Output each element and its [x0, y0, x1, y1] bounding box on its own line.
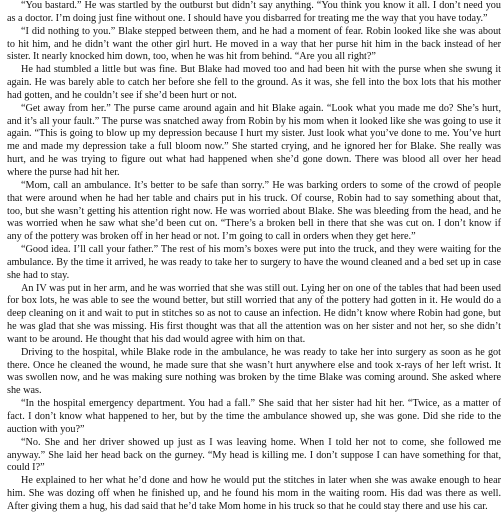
paragraph: “I did nothing to you.” Blake stepped between them, and he had a moment of fear. Robin looked like she was about to hit him, and he didn’t want the other girl hurt. He moved in a way that her purse hit him in the back instead of her sister. It nearly knocked him down, too, when he was hit from behind. “Are you all right?” [7, 25, 501, 63]
paragraph: “Mom, call an ambulance. It’s better to be safe than sorry.” He was barking orders to some of the crowd of people that were around when he had her table and chairs put in his truck. Of course, Robin had to say something about that, too, but she wasn’t getting his attention right now. He was worried about Blake. She was bleeding from the head, and he was worried when he saw what she’d been cut on. “There’s a broken bell in there that she was cut on. I don’t know if any of the pottery was broken off in her head or not. I’m going to call in orders when they get here.” [7, 179, 501, 243]
paragraph: Driving to the hospital, while Blake rode in the ambulance, he was ready to take her into surgery as soon as he got there. Once he cleaned the wound, he made sure that she wasn’t hurt anywhere else and took x-rays of her left wrist. It was swollen now, and he was making sure nothing was broken by the time Blake was coming around. She asked where she was. [7, 346, 501, 397]
paragraph: “In the hospital emergency department. You had a fall.” She said that her sister had hit her. “Twice, as a matter of fact. I don’t know what happened to her, but by the time the ambulance showed up, she was gone. Did she ride to the auction with you?” [7, 398, 501, 435]
paragraph: “Get away from her.” The purse came around again and hit Blake again. “Look what you made me do? She’s hurt, and it’s all your fault.” The purse was snatched away from Robin by his mom when it looked like she was going to use it again. “This is going to blow up my depression because I hurt my sister. Just look what you’ve done to me. You’ve hurt me and made my depression take a full bloom now.” She started crying, and he ignored her for Blake. She really was hurt, and he was trying to figure out what had happened when she’d gone down. There was blood all over her head where the purse had hit her. [7, 102, 501, 178]
paragraph: An IV was put in her arm, and he was worried that she was still out. Lying her on one of the tables that had been used for box lots, he was able to see the wound better, but still worried that any of the pottery had gotten in it. He would do a deep cleaning on it and wait to put in stitches so as not to cause an infection. He didn’t know where Robin had gone, but he was glad that she was missing. His first thought was that all the attention was on her sister and not her, so she didn’t want to be around. He thought that his dad would agree with him on that. [7, 282, 501, 345]
paragraph: “Good idea. I’ll call your father.” The rest of his mom’s boxes were put into the truck, and they were waiting for the ambulance. By the time it arrived, he was ready to take her to surgery to have the wound cleaned and a bed set up in case she had to stay. [7, 244, 501, 281]
paragraph: He explained to her what he’d done and how he would put the stitches in later when she was awake enough to hear him. She was dozing off when he finished up, and he found his mom in the waiting room. His dad was there as well. After giving them a hug, his dad said that he’d take Mom home in his truck so that he could stay there and use his car. [7, 475, 501, 512]
paragraph: “You bastard.” He was startled by the outburst but didn’t say anything. “You think you know it all. I don’t need you as a doctor. I’m doing just fine without one. I should have you disbarred for treating me the way that you have today.” [7, 0, 501, 24]
paragraph: “No. She and her driver showed up just as I was leaving home. When I told her not to come, she followed me anyway.” She laid her head back on the gurney. “My head is killing me. I don’t suppose I can have something for that, could I?” [7, 436, 501, 474]
paragraph: He had stumbled a little but was fine. But Blake had moved too and had been hit with the purse when she swung it again. He was barely able to catch her before she fell to the ground. As it was, she fell into the box lots that his mother had gotten, and he couldn’t see if she’d been hurt or not. [7, 64, 501, 101]
